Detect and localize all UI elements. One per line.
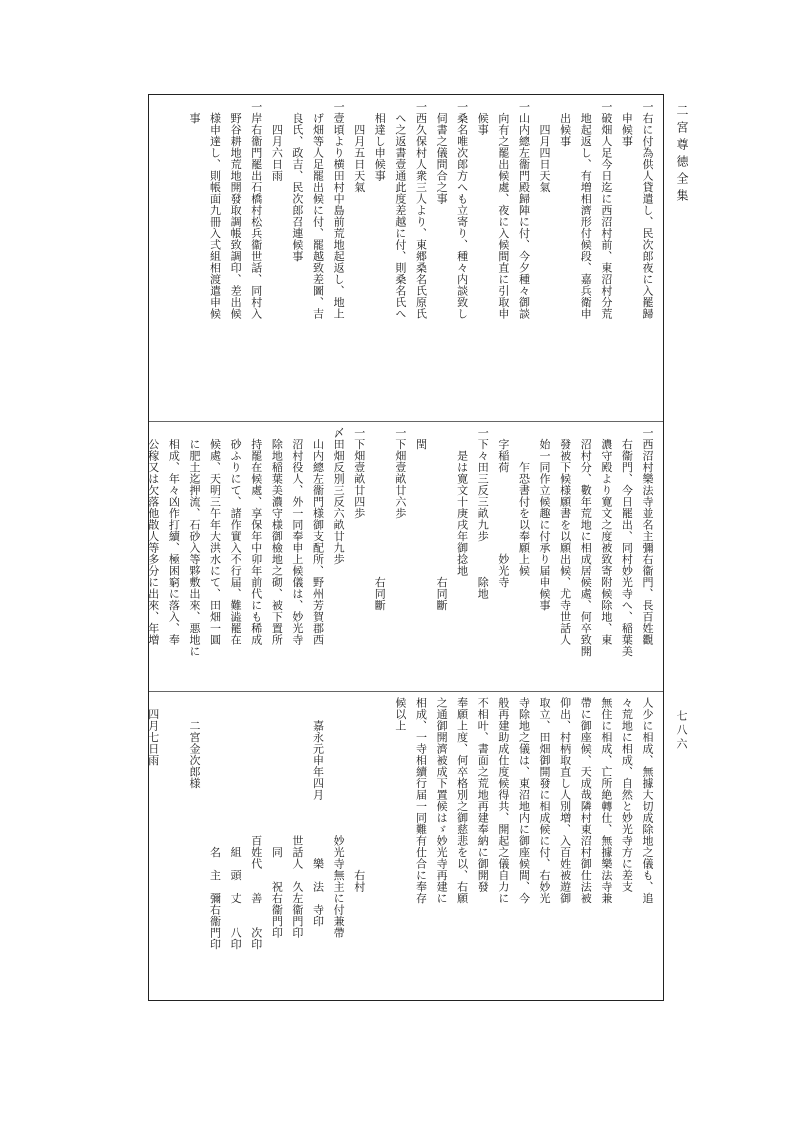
upper-band-text: 一右に付為供人貸遣し、民次郎夜に入罷歸 申候事 一破畑人足今日迄に西沼村前、東沼村分荒 地起返し、有増相濟形付候段、嘉兵衛申 出候事 四月四日天氣 一山内總左衞門殿歸陣に付、今夕種々御談 向有之罷出候處、夜に入候間直に引取申 候事 一桑名唯次郎方へも立寄り、種々内談致し 伺書之儀問合之事 一西久保村人衆三人より、東郷桑名氏原氏 へ之返書壹通此度差越に付、則桑名氏へ 相達し申候事 四月五日天氣 一壹頃より横田村中島前荒地起返し、地上 げ畑等人足罷出候に付、罷越致差圖、吉 良氏、政吉、民次郎召連候事 四月六日雨 一岸右衞門罷出石橋村松兵衞世話、同村入 野谷耕地荒地開發取調帳致調印、差出候 様申達し、則帳面九冊入弍組相渡遣申候 事 [187, 101, 654, 320]
page-frame [148, 94, 664, 1001]
page-number: 七八六 [675, 710, 688, 752]
lower-band-text: 人少に相成、無據大切成除地之儀も、追 々荒地に相成、自然と妙光寺方に差支 無住に相成、亡所絶轉仕、無據樂法寺兼 帶に御座候、天成哉隣村東沼村御仕法被 仰出、村柄取直し人別増、入百姓被遊御 取立、田畑御開發に相成候に付、右妙光 寺除地之儀は、東沼地内に御座候間、今 般再建助成仕度候得共、開起之儀自力に 不相叶、書面之荒地再建奉納に御開發 奉願上度、何卒格別之御慈悲を以、右願 之通御開濟被成下置候はゞ妙光寺再建に 相成、一寺相續行届一同難有仕合に奉存 候以上 右村 妙光寺無主に付兼帶 嘉永元申年四月 樂 法 寺印 世話人 久左衞門印 同 祝右衞門印 百姓代 善 次印 組 頭 丈 八印 名 主 彌右衞門印 二宮金次郎様 四月七日雨 [146, 697, 654, 950]
band-divider-upper [149, 421, 663, 422]
middle-band-text: 一西沼村樂法寺並名主彌右衞門、長百姓觀 右衞門、今日罷出、同村妙光寺へ、稲葉美 濃守殿より寛文之度被致寄附候除地、東 沼村分、數年荒地に相成居候處、何卒致開 發被下候様願書を以願出候、尤寺世話人 始一同作立候趣に付承り届申候事 乍恐書付を以奉願上候 字稲荷 妙光寺 一下々田三反三畝九歩 除地 是は寛文十庚戌年御捻地 右同斷 閏 一下畑壹畝廿六歩 右同斷 一下畑壹畝廿四歩 〆田畑反別三反六畝廿九歩 山内總左衞門様御支配所、野州芳賀郡西 沼村役人、外一同奉申上候儀は、妙光寺 除地稲葉美濃守様御檢地之砌、被下置所 持罷在候處、享保年中卯年前代にも稀成 砂ふりにて、諸作實入不行届、難澁罷在 候處、天明三午年大洪水にて、田畑一圓 に肥土迄押流、石砂入等夥敷出來、悪地に 相成、年々凶作打續、極困窮に落入、奉 公稼又は欠落他散人等多分に出來、年増 [146, 427, 654, 657]
book-title: 二宮尊徳全集 [675, 104, 689, 206]
band-divider-lower [149, 691, 663, 692]
